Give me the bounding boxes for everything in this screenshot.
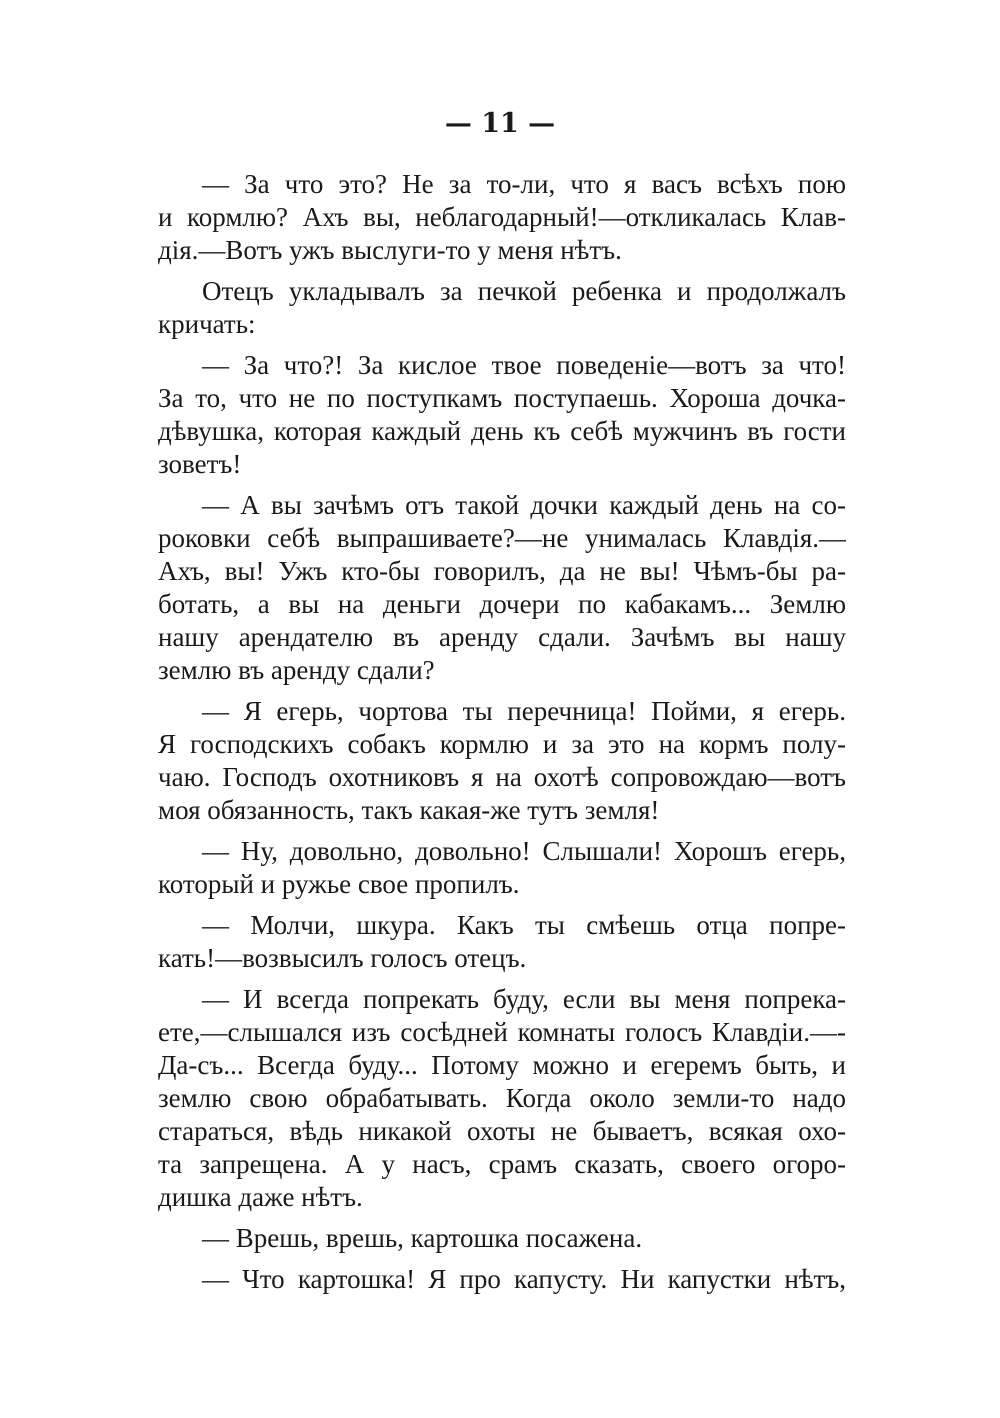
text-line: — Врешь, врешь, картошка посажена.	[202, 1223, 643, 1253]
paragraph	[158, 168, 846, 267]
text-line: — За что?! За кислое твое поведеніе—вотъ за что!	[202, 350, 846, 380]
text-line: ете,—слышался изъ сосѣдней комнаты голосъ Клавдіи.—-	[158, 1017, 846, 1047]
text-line: — И всегда попрекать буду, если вы меня попрека-	[202, 984, 846, 1014]
text-line: та запрещена. А у насъ, срамъ сказать, своего огоро-	[158, 1149, 846, 1179]
text-line: За то, что не по поступкамъ поступаешь. Хороша дочка-	[158, 383, 846, 413]
paragraph	[158, 275, 846, 341]
text-line: — А вы зачѣмъ отъ такой дочки каждый день на со-	[202, 490, 846, 520]
text-line: кричать:	[158, 309, 256, 339]
text-line: роковки себѣ выпрашиваете?—не унималась Клавдія.—	[158, 523, 846, 553]
text-line: — Молчи, шкура. Какъ ты смѣешь отца попре-	[202, 910, 846, 940]
text-line: — За что это? Не за то-ли, что я васъ всѣхъ пою	[202, 169, 846, 199]
body-text	[158, 168, 846, 1304]
text-line: ботать, а вы на деньги дочери по кабакамъ... Землю	[158, 589, 846, 619]
text-line: Отецъ укладывалъ за печкой ребенка и продолжалъ	[202, 276, 846, 306]
text-line: чаю. Господъ охотниковъ я на охотѣ сопровождаю—вотъ	[158, 762, 846, 792]
text-line: кать!—возвысилъ голосъ отецъ.	[158, 943, 527, 973]
paragraph	[158, 489, 846, 687]
text-line: — Что картошка! Я про капусту. Ни капустки нѣтъ,	[202, 1264, 846, 1294]
paragraph	[158, 1222, 846, 1255]
text-line: землю свою обрабатывать. Когда около земли-то надо	[158, 1083, 846, 1113]
text-line: дѣвушка, которая каждый день къ себѣ мужчинъ въ гости	[158, 416, 846, 446]
text-line: который и ружье свое пропилъ.	[158, 869, 520, 899]
paragraph	[158, 1263, 846, 1296]
text-line: Я господскихъ собакъ кормлю и за это на кормъ полу-	[158, 729, 846, 759]
text-line: стараться, вѣдь никакой охоты не бываетъ, всякая охо-	[158, 1116, 846, 1146]
text-line: моя обязанность, такъ какая-же тутъ земля!	[158, 795, 660, 825]
text-line: — Я егерь, чортова ты перечница! Пойми, я егерь.	[202, 696, 846, 726]
text-line: и кормлю? Ахъ вы, неблагодарный!—откликалась Клав-	[158, 202, 846, 232]
paragraph	[158, 835, 846, 901]
paragraph	[158, 909, 846, 975]
text-line: землю въ аренду сдали?	[158, 655, 435, 685]
text-line: дишка даже нѣтъ.	[158, 1182, 363, 1212]
text-line: Да-съ... Всегда буду... Потому можно и егеремъ быть, и	[158, 1050, 846, 1080]
paragraph	[158, 983, 846, 1214]
text-line: зоветъ!	[158, 449, 242, 479]
page-number: — 11 —	[444, 108, 556, 139]
text-line: нашу арендателю въ аренду сдали. Зачѣмъ вы нашу	[158, 622, 846, 652]
text-line: дія.—Вотъ ужъ выслуги-то у меня нѣтъ.	[158, 235, 622, 265]
paragraph	[158, 349, 846, 481]
paragraph	[158, 695, 846, 827]
text-line: — Ну, довольно, довольно! Слышали! Хорошъ егерь,	[202, 836, 846, 866]
text-line: Ахъ, вы! Ужъ кто-бы говорилъ, да не вы! Чѣмъ-бы ра-	[158, 556, 846, 586]
